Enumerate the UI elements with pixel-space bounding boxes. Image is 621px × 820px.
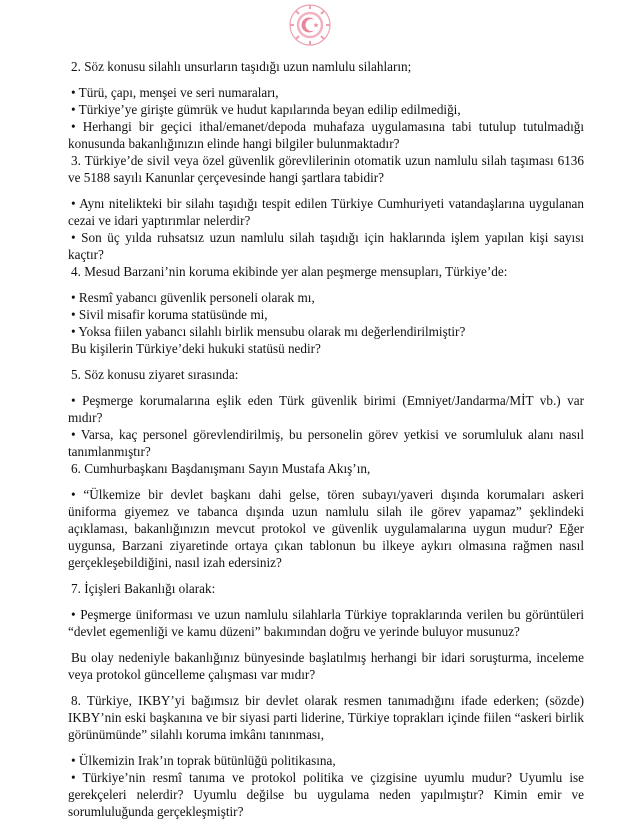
question-paragraph: Bu kişilerin Türkiye’deki hukuki statüsü nedir?: [71, 341, 321, 356]
bullet-item: • Peşmerge korumalarına eşlik eden Türk güvenlik birimi (Emniyet/Jandarma/MİT vb.) var mıdır?: [68, 393, 584, 425]
bullet-item: • Herhangi bir geçici ithal/emanet/depoda muhafaza uygulamasına tabi tutulup tutulmadığı konusunda bakanlığınızın elinde hangi bilgiler bulunmaktadır?: [68, 119, 584, 151]
bullet-item: • Son üç yılda ruhsatsız uzun namlulu silah taşıdığı için haklarında işlem yapılan kişi sayısı kaçtır?: [68, 230, 584, 262]
bullet-item: • Yoksa fiilen yabancı silahlı birlik mensubu olarak mı değerlendirilmiştir?: [71, 324, 466, 339]
bullet-item: • “Ülkemize bir devlet başkanı dahi gelse, tören subayı/yaveri dışında korumaları askeri üniforma giyemez ve tabanca dışında uzun namlulu silah ile görev yapamaz” şeklindeki açıklaması, bakanlığınızın mevcut protokol ve güvenlik uygulamalarına uygun mudur? Eğer uygunsa, Barzani ziyaretinde ortaya çıkan tablonun bu ilkeye aykırı olmasına rağmen nasıl gerçekleşebildiğini, nasıl izah edersiniz?: [68, 487, 584, 570]
question-paragraph: 3. Türkiye’de sivil veya özel güvenlik görevlilerinin otomatik uzun namlulu silah taşıması 6136 ve 5188 sayılı Kanunlar çerçevesinde hangi şartlara tabidir?: [68, 153, 584, 185]
bullet-item: • Resmî yabancı güvenlik personeli olarak mı,: [71, 290, 315, 305]
question-paragraph: 2. Söz konusu silahlı unsurların taşıdığı uzun namlulu silahların;: [71, 59, 412, 74]
bullet-item: • Varsa, kaç personel görevlendirilmiş, bu personelin görev yetkisi ve sorumluluk alanı nasıl tanımlanmıştır?: [68, 427, 584, 459]
document-body: [68, 58, 584, 820]
bullet-item: • Türkiye’nin resmî tanıma ve protokol politika ve çizgisine uyumlu mudur? Uyumlu ise gerekçeleri nelerdir? Uyumlu değilse bu uygulama neden yapılmıştır? Kimin emir ve sorumluluğunda gerçekleşmiştir?: [68, 770, 584, 819]
question-paragraph: 7. İçişleri Bakanlığı olarak:: [71, 581, 216, 596]
question-paragraph: 8. Türkiye, IKBY’yi bağımsız bir devlet olarak resmen tanımadığını ifade ederken; (sözde) IKBY’nin eski başkanına ve bir siyasi parti liderine, Türkiye toprakları içinde fiilen “askeri birlik görünümünde” silahlı koruma imkânı tanınması,: [68, 693, 584, 742]
tbmm-emblem-icon: [288, 3, 332, 47]
bullet-item: • Aynı nitelikteki bir silahı taşıdığı tespit edilen Türkiye Cumhuriyeti vatandaşlarına uygulanan cezai ve idari yaptırımlar nelerdir?: [68, 196, 584, 228]
question-paragraph: 4. Mesud Barzani’nin koruma ekibinde yer alan peşmerge mensupları, Türkiye’de:: [71, 264, 508, 279]
question-paragraph: 6. Cumhurbaşkanı Başdanışmanı Sayın Mustafa Akış’ın,: [71, 461, 371, 476]
bullet-item: • Türkiye’ye girişte gümrük ve hudut kapılarında beyan edilip edilmediği,: [71, 102, 461, 117]
bullet-item: • Ülkemizin Irak’ın toprak bütünlüğü politikasına,: [71, 753, 336, 768]
bullet-item: • Peşmerge üniforması ve uzun namlulu silahlarla Türkiye topraklarında verilen bu görüntüleri “devlet egemenliği ve kamu düzeni” bakımından doğru ve yerinde buluyor musunuz?: [68, 607, 584, 639]
question-paragraph: Bu olay nedeniyle bakanlığınız bünyesinde başlatılmış herhangi bir idari soruşturma, inceleme veya protokol güncelleme çalışması var mıdır?: [68, 650, 584, 682]
question-paragraph: 5. Söz konusu ziyaret sırasında:: [71, 367, 239, 382]
bullet-item: • Türü, çapı, menşei ve seri numaraları,: [71, 85, 279, 100]
bullet-item: • Sivil misafir koruma statüsünde mi,: [71, 307, 268, 322]
